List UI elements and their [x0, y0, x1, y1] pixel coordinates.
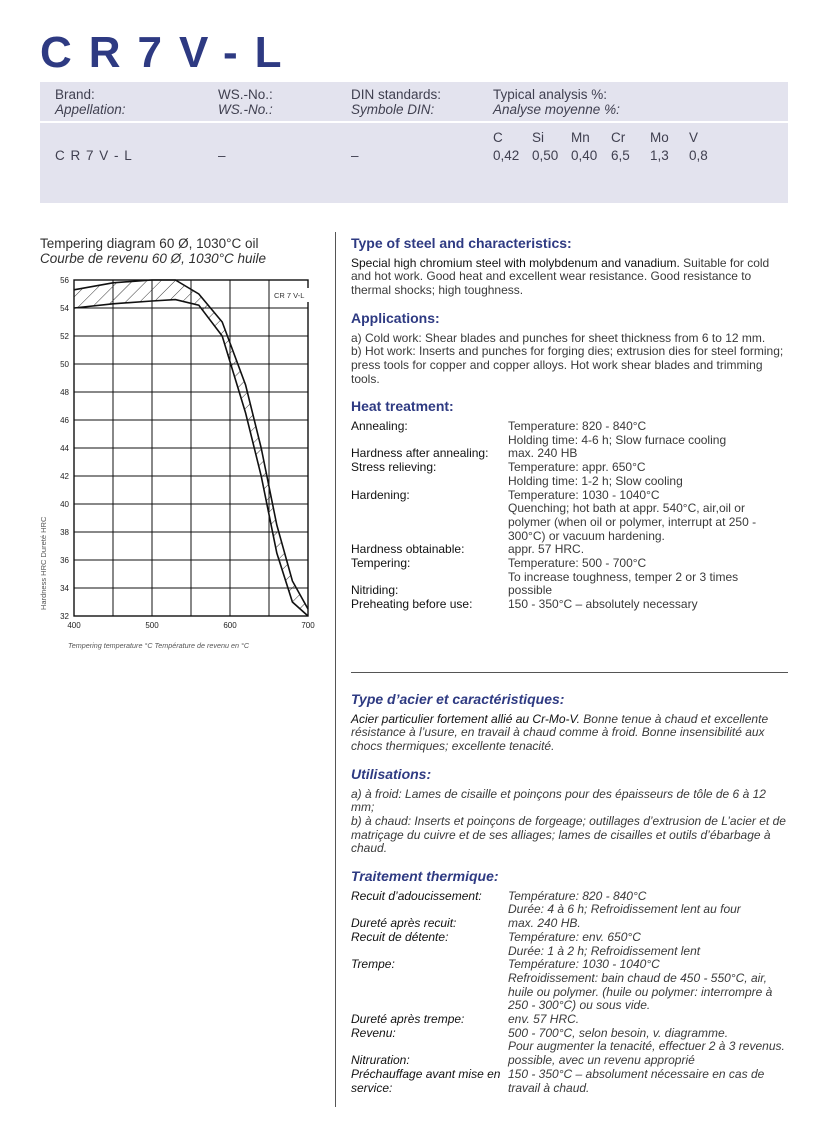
heat-treatment-fr-value: Température: env. 650°C — [508, 929, 641, 944]
chart-y-tick-label: 48 — [60, 388, 69, 397]
heat-treatment-fr-value: possible, avec un revenu approprié — [508, 1053, 695, 1068]
heat-treatment-row — [351, 475, 788, 489]
chart-y-tick-label: 54 — [60, 304, 69, 313]
heat-treatment-key: Hardening: — [351, 487, 410, 502]
chart-y-tick-label: 34 — [60, 584, 69, 593]
heat-treatment-value: appr. 57 HRC. — [508, 542, 585, 557]
heat-treatment-row — [351, 598, 788, 612]
element-v: V — [689, 130, 699, 145]
heat-treatment-row — [351, 489, 788, 503]
brand-header-fr: Appellation: — [55, 102, 126, 117]
type-paragraph-fr — [351, 713, 788, 754]
heat-treatment-fr-row — [351, 917, 788, 931]
heat-treatment-fr-row — [351, 958, 788, 972]
heat-treatment-value: Quenching; hot bath at appr. 540°C, air,oil or polymer (when oil or polymer, interrupt at 250 - 300°C) or vacuum hardening. — [508, 501, 757, 543]
applications-heading: Applications: — [351, 309, 440, 326]
heat-treatment-key: Nitriding: — [351, 583, 399, 598]
chart-x-axis-label: Tempering temperature °C Température de revenu en °C — [68, 641, 250, 650]
applications-a-fr: a) à froid: Lames de cisaille et poinçons pour des épaisseurs de tôle de 6 à 12 mm; — [351, 786, 766, 815]
heat-treatment-fr-row — [351, 1068, 788, 1095]
din-header — [351, 87, 441, 117]
heat-treatment-fr-value: Durée: 4 à 6 h; Refroidissement lent au four — [508, 902, 741, 917]
type-heading: Type of steel and characteristics: — [351, 235, 572, 251]
heat-treatment-value: Holding time: 4-6 h; Slow furnace cooling — [508, 432, 727, 447]
heat-treatment-row — [351, 571, 788, 585]
english-section — [351, 237, 788, 612]
heat-treatment-key: Hardness obtainable: — [351, 542, 465, 557]
heat-treatment-row — [351, 461, 788, 475]
heat-treatment-fr-value: max. 240 HB. — [508, 916, 581, 931]
chart-y-tick-label: 32 — [60, 612, 69, 621]
diagram-caption-fr: Courbe de revenu 60 Ø, 1030°C huile — [40, 251, 267, 266]
chart-x-tick-label: 700 — [301, 621, 315, 630]
heat-treatment-row — [351, 420, 788, 434]
chart-y-tick-label: 40 — [60, 500, 69, 509]
heat-treatment-list — [351, 420, 788, 612]
heat-treatment-fr-row — [351, 1040, 788, 1054]
info-band-separator — [40, 121, 788, 123]
chart-y-tick-label: 52 — [60, 332, 69, 341]
analysis-header-en: Typical analysis %: — [493, 87, 608, 102]
heat-treatment-fr-value: Durée: 1 à 2 h; Refroidissement lent — [508, 943, 701, 958]
din-value: – — [351, 148, 359, 163]
heat-treatment-fr-key: Préchauffage avant mise en service: — [351, 1066, 501, 1095]
chart-y-tick-label: 36 — [60, 556, 69, 565]
analysis-header — [493, 87, 620, 117]
heat-treatment-key — [351, 571, 508, 585]
tempering-chart — [30, 270, 330, 655]
type-lead-fr: Acier particulier fortement allié au Cr-Mo-V. — [351, 711, 580, 726]
heat-treatment-key: Annealing: — [351, 419, 408, 434]
type-heading-fr: Type d’acier et caractéristiques: — [351, 691, 565, 707]
value-mo: 1,3 — [650, 148, 669, 163]
heat-treatment-row — [351, 502, 788, 543]
heat-treatment-key: Stress relieving: — [351, 460, 437, 475]
page-title: CR7V-L — [40, 28, 299, 77]
element-cr: Cr — [611, 130, 626, 145]
heat-treatment-fr-key: Nitruration: — [351, 1053, 410, 1068]
type-paragraph — [351, 257, 788, 298]
heat-treatment-row — [351, 584, 788, 598]
wsno-header-fr: WS.-No.: — [218, 102, 273, 117]
chart-y-tick-label: 46 — [60, 416, 69, 425]
heat-treatment-fr-row — [351, 972, 788, 1013]
chart-y-tick-label: 56 — [60, 276, 69, 285]
chart-x-tick-label: 500 — [145, 621, 159, 630]
heat-treatment-fr-row — [351, 1013, 788, 1027]
diagram-caption-en: Tempering diagram 60 Ø, 1030°C oil — [40, 236, 259, 251]
chart-grid — [74, 280, 308, 616]
chart-y-tick-label: 50 — [60, 360, 69, 369]
heat-treatment-value: Holding time: 1-2 h; Slow cooling — [508, 473, 683, 488]
french-section — [351, 693, 788, 1095]
applications-b-fr: b) à chaud: Inserts et poinçons de forgeage; outillages d’extrusion de L’acier et de matriçage du cuivre et de ses alliages; lames de cisailles et outils d’ébarbage à chaud. — [351, 813, 786, 856]
element-c: C — [493, 130, 503, 145]
wsno-value: – — [218, 148, 226, 163]
heat-treatment-fr-value: 150 - 350°C – absolument nécessaire en cas de travail à chaud. — [508, 1066, 765, 1095]
din-header-fr: Symbole DIN: — [351, 102, 435, 117]
heat-treatment-heading: Heat treatment: — [351, 398, 454, 415]
heat-treatment-fr-value: 500 - 700°C, selon besoin, v. diagramme. — [508, 1025, 729, 1040]
chart-y-tick-label: 44 — [60, 444, 69, 453]
type-text-fr: Bonne tenue à chaud et excellente résistance à l’usure, en travail à chaud comme à froid. Bonne insensibilité aux chocs thermiques; excellente tenacité. — [351, 711, 769, 754]
chart-legend-label: CR 7 V-L — [274, 291, 305, 300]
din-header-en: DIN standards: — [351, 87, 442, 102]
applications-a: a) Cold work: Shear blades and punches for sheet thickness from 6 to 12 mm. — [351, 330, 766, 345]
heat-treatment-fr-row — [351, 931, 788, 945]
heat-treatment-list-fr — [351, 890, 788, 1096]
heat-treatment-fr-key: Trempe: — [351, 957, 395, 972]
heat-treatment-key — [351, 502, 508, 543]
heat-treatment-fr-key — [351, 945, 508, 959]
type-lead: Special high chromium steel with molybdenum and vanadium. — [351, 255, 680, 270]
brand-header-en: Brand: — [55, 87, 95, 102]
heat-treatment-value: 150 - 350°C – absolutely necessary — [508, 597, 698, 612]
heat-treatment-key — [351, 434, 508, 448]
heat-treatment-value: Temperature: 820 - 840°C — [508, 419, 647, 434]
diagram-caption — [40, 236, 330, 266]
heat-treatment-fr-key: Revenu: — [351, 1025, 396, 1040]
heat-treatment-key: Tempering: — [351, 556, 411, 571]
heat-treatment-fr-key: Dureté après trempe: — [351, 1012, 465, 1027]
heat-treatment-fr-key: Recuit d’adoucissement: — [351, 888, 482, 903]
heat-treatment-row — [351, 557, 788, 571]
heat-treatment-fr-key: Dureté après recuit: — [351, 916, 457, 931]
chart-y-tick-label: 38 — [60, 528, 69, 537]
element-si: Si — [532, 130, 545, 145]
value-c: 0,42 — [493, 148, 520, 163]
element-mo: Mo — [650, 130, 669, 145]
chart-y-tick-label: 42 — [60, 472, 69, 481]
chart-x-tick-label: 400 — [67, 621, 81, 630]
heat-treatment-fr-key — [351, 903, 508, 917]
applications-b: b) Hot work: Inserts and punches for forging dies; extrusion dies for steel forming; press tools for copper and copper alloys. Hot work shear blades and trimming tools. — [351, 344, 784, 386]
element-mn: Mn — [571, 130, 590, 145]
heat-treatment-fr-key — [351, 972, 508, 1013]
heat-treatment-row — [351, 543, 788, 557]
heat-treatment-fr-value: Refroidissement: bain chaud de 450 - 550°C, air, huile ou polymer. (huile ou polymer: interrompre à 250 - 300°C) ou sous vide. — [508, 970, 773, 1013]
heat-treatment-value: Temperature: 1030 - 1040°C — [508, 487, 660, 502]
brand-header — [55, 87, 126, 117]
heat-treatment-key: Hardness after annealing: — [351, 446, 489, 461]
heat-treatment-value: possible — [508, 583, 553, 598]
applications-heading-fr: Utilisations: — [351, 765, 432, 782]
chart-y-ticks — [60, 276, 69, 621]
value-cr: 6,5 — [611, 148, 630, 163]
heat-treatment-fr-row — [351, 945, 788, 959]
heat-treatment-fr-row — [351, 1054, 788, 1068]
chart-x-ticks — [67, 621, 315, 630]
heat-treatment-fr-key — [351, 1040, 508, 1054]
heat-treatment-fr-row — [351, 1027, 788, 1041]
section-separator — [351, 672, 788, 673]
wsno-header-en: WS.-No.: — [218, 87, 273, 102]
heat-treatment-value: Temperature: appr. 650°C — [508, 460, 646, 475]
heat-treatment-fr-row — [351, 890, 788, 904]
heat-treatment-fr-value: Température: 1030 - 1040°C — [508, 957, 660, 972]
value-si: 0,50 — [532, 148, 559, 163]
heat-treatment-fr-value: Température: 820 - 840°C — [508, 888, 647, 903]
heat-treatment-row — [351, 447, 788, 461]
heat-treatment-fr-value: env. 57 HRC. — [508, 1012, 580, 1027]
heat-treatment-fr-value: Pour augmenter la tenacité, effectuer 2 à 3 revenus. — [508, 1039, 785, 1054]
value-mn: 0,40 — [571, 148, 598, 163]
heat-treatment-value: To increase toughness, temper 2 or 3 times — [508, 569, 739, 584]
column-divider — [335, 232, 336, 1107]
analysis-header-fr: Analyse moyenne %: — [493, 102, 620, 117]
heat-treatment-value: Temperature: 500 - 700°C — [508, 556, 647, 571]
brand-value: C R 7 V - L — [55, 148, 133, 163]
value-v: 0,8 — [689, 148, 708, 163]
heat-treatment-key — [351, 475, 508, 489]
heat-treatment-value: max. 240 HB — [508, 446, 578, 461]
heat-treatment-fr-key: Recuit de détente: — [351, 929, 449, 944]
heat-treatment-row — [351, 434, 788, 448]
type-text: Suitable for cold and hot work. Good heat and excellent wear resistance. Good resistance to thermal shocks; high toughness. — [351, 255, 770, 298]
chart-y-axis-label: Hardness HRC Dureté HRC — [39, 516, 48, 610]
heat-treatment-fr-row — [351, 903, 788, 917]
heat-treatment-key: Preheating before use: — [351, 597, 473, 612]
chart-x-tick-label: 600 — [223, 621, 237, 630]
wsno-header — [218, 87, 273, 117]
heat-treatment-heading-fr: Traitement thermique: — [351, 868, 499, 885]
